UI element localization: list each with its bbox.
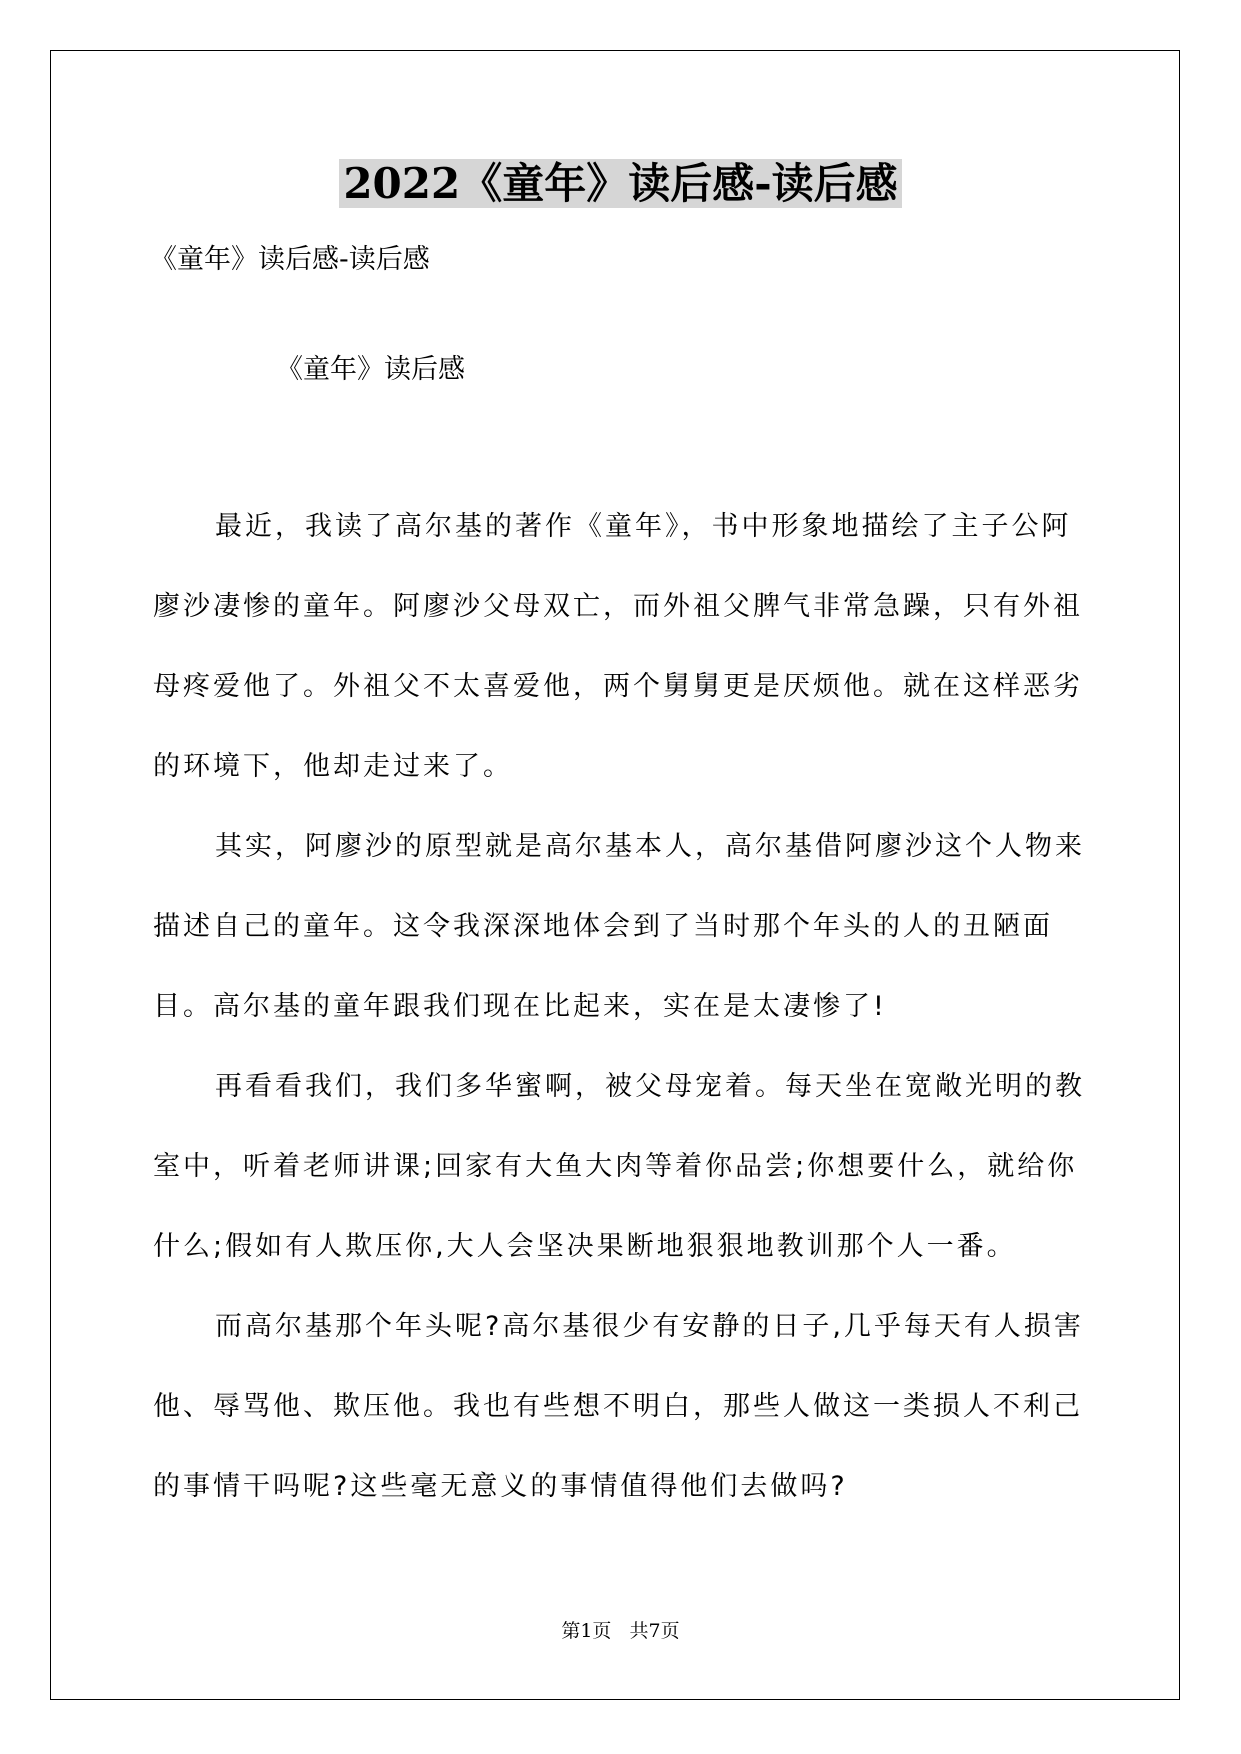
- document-title-text: 2022《童年》读后感-读后感: [339, 159, 901, 208]
- paragraph-4: 而高尔基那个年头呢?高尔基很少有安静的日子,几乎每天有人损害他、辱骂他、欺压他。我也有些想不明白，那些人做这一类损人不利己的事情干吗呢?这些毫无意义的事情值得他们去做吗?: [153, 1311, 1084, 1502]
- page-footer: 第1页 共7页: [561, 1620, 680, 1642]
- subtitle-heading: 《童年》读后感: [276, 354, 465, 385]
- paragraph-3: 再看看我们，我们多华蜜啊，被父母宠着。每天坐在宽敞光明的教室中，听着老师讲课;回家有大鱼大肉等着你品尝;你想要什么，就给你什么;假如有人欺压你,大人会坚决果断地狠狠地教训那个人一番。: [153, 1071, 1085, 1262]
- subtitle-line: 《童年》读后感-读后感: [150, 244, 430, 275]
- paragraph-1: 最近，我读了高尔基的著作《童年》，书中形象地描绘了主子公阿廖沙凄惨的童年。阿廖沙父母双亡，而外祖父脾气非常急躁，只有外祖母疼爱他了。外祖父不太喜爱他，两个舅舅更是厌烦他。就在这样恶劣的环境下，他却走过来了。: [153, 511, 1083, 782]
- document-title: [0, 152, 1241, 216]
- paragraph-2: 其实，阿廖沙的原型就是高尔基本人，高尔基借阿廖沙这个人物来描述自己的童年。这令我深深地体会到了当时那个年头的人的丑陋面目。高尔基的童年跟我们现在比起来，实在是太凄惨了!: [153, 831, 1085, 1022]
